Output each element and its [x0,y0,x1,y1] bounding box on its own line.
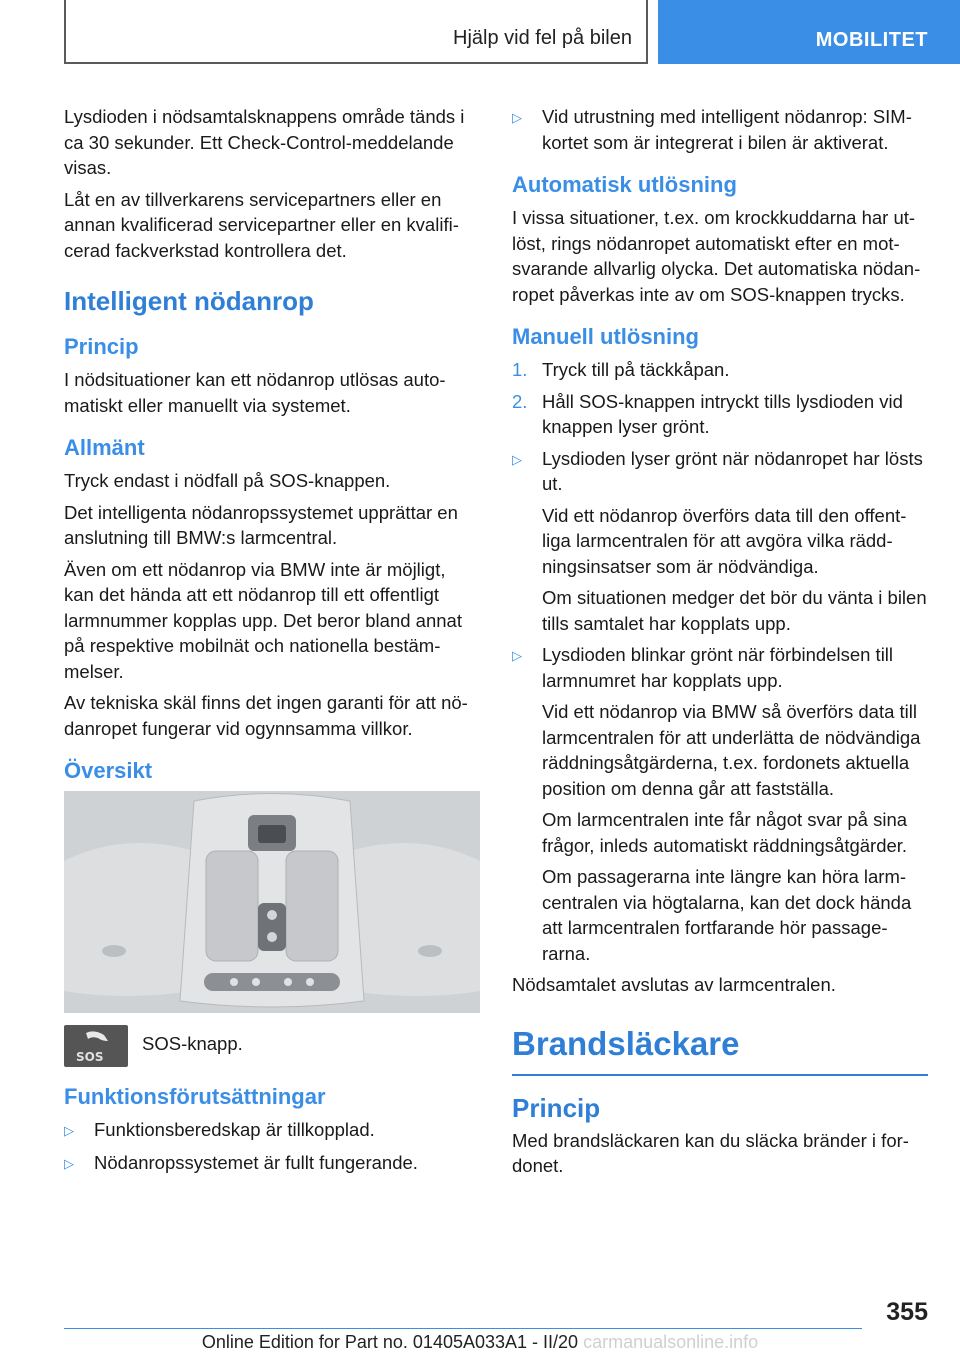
bullet-triangle-icon: ▷ [512,451,522,467]
paragraph: Även om ett nödanrop via BMW inte är möjligt, kan det hända att ett nödanrop till ett offentligt larmnummer kopplas upp. Det beror bland annat på respektive mobilnät och nationella bestämmelser. [64,558,462,682]
step-item: 1. Tryck till på täckkåpan. [512,359,730,380]
list-item: ▷ Vid utrustning med intelligent nödanrop: SIM-kortet som är integrerat i bilen är aktiverat. [512,104,928,155]
heading-intelligent: Intelligent nödanrop [64,286,314,316]
heading-allmant: Allmänt [64,435,145,460]
paragraph: Lysdioden i nödsamtalsknappens område tänds i ca 30 sekunder. Ett Check-Control-meddelande visas. [64,106,465,178]
sub-paragraph: Om situationen medger det bör du vänta i bilen tills samtalet har kopplats upp. [542,587,927,634]
sub-paragraph: Om passagerarna inte längre kan höra larmcentralen via högtalarna, kan det dock hända att larmcentralen fortfarande hör passagerarna. [542,866,912,964]
sos-icon-text: SOS [76,1050,104,1064]
bullet-triangle-icon: ▷ [64,1155,74,1171]
heading-automatisk: Automatisk utlösning [512,172,737,197]
heading-funktion: Funktionsförutsättningar [64,1084,326,1109]
paragraph: Av tekniska skäl finns det ingen garanti för att nödanropet fungerar vid ogynnsamma villkor. [64,692,468,739]
left-column [64,104,480,1182]
heading-oversikt: Översikt [64,758,153,783]
heading-brandslackare: Brandsläckare [512,1024,928,1076]
paragraph: I vissa situationer, t.ex. om krockkuddarna har utlöst, rings nödanropet automatiskt efter en motsvarande allvarlig olycka. Det automatiska nödanropet påverkas inte av om SOS-knappen trycks. [512,207,921,305]
list-item: ▷ Lysdioden blinkar grönt när förbindelsen till larmnumret har kopplats upp. [512,642,928,693]
heading-princip: Princip [64,334,139,359]
sos-button-icon [64,1025,128,1067]
right-column [512,104,928,1185]
bullet-triangle-icon: ▷ [512,110,522,125]
paragraph: I nödsituationer kan ett nödanrop utlösas automatiskt eller manuellt via systemet. [64,369,446,416]
footer-rule [64,1328,862,1329]
footer [0,1332,960,1353]
paragraph: Nödsamtalet avslutas av larmcentralen. [512,974,836,995]
step-item: 2. Håll SOS-knappen intryckt tills lysdioden vid knappen lyser grönt. [512,390,903,437]
footer-text: Online Edition for Part no. 01405A033A1 - II/20 [201,1332,579,1352]
sos-label: SOS-knapp. [142,1033,243,1054]
sos-legend [64,1025,480,1067]
header-chapter-title: MOBILITET [815,29,928,51]
list-item: ▷ Nödanropssystemet är fullt fungerande. [64,1150,480,1177]
page-number: 355 [886,1298,928,1326]
list-item: ▷ Lysdioden lyser grönt när nödanropet har lösts ut. [512,446,928,497]
paragraph: Med brandsläckaren kan du släcka bränder i fordonet. [512,1129,909,1176]
header-section-title: Hjälp vid fel på bilen [453,27,632,49]
overhead-console-illustration [64,791,480,1013]
sub-paragraph: Vid ett nödanrop överförs data till den offentliga larmcentralen för att avgöra vilka räddningsinsatser som är nödvändiga. [542,504,907,577]
heading-princip-2: Princip [512,1092,601,1123]
list-item: ▷ Funktionsberedskap är tillkopplad. [64,1117,480,1144]
heading-manuell: Manuell utlösning [512,324,699,349]
bullet-triangle-icon: ▷ [512,648,522,663]
sub-paragraph: Vid ett nödanrop via BMW så överförs data till larmcentralen för att underlätta de nödvändiga räddningsåtgärderna, t.ex. fordonets aktuella position om denna går att fastställa. [542,701,921,799]
overhead-console-photo [64,791,480,1013]
header-section [64,0,648,64]
watermark: carmanualsonline.info [583,1332,759,1352]
paragraph: Det intelligenta nödanropssystemet upprättar en anslutning till BMW:s larmcentral. [64,501,458,548]
paragraph: Låt en av tillverkarens servicepartners eller en annan kvalificerad servicepartner eller en kvalificerad fackverkstad kontrollera det. [64,188,459,261]
paragraph: Tryck endast i nödfall på SOS-knappen. [64,470,391,491]
bullet-triangle-icon: ▷ [64,1123,74,1138]
header-chapter [658,0,960,64]
sub-paragraph: Om larmcentralen inte får något svar på sina frågor, inleds automatiskt räddningsåtgärder. [542,809,908,856]
